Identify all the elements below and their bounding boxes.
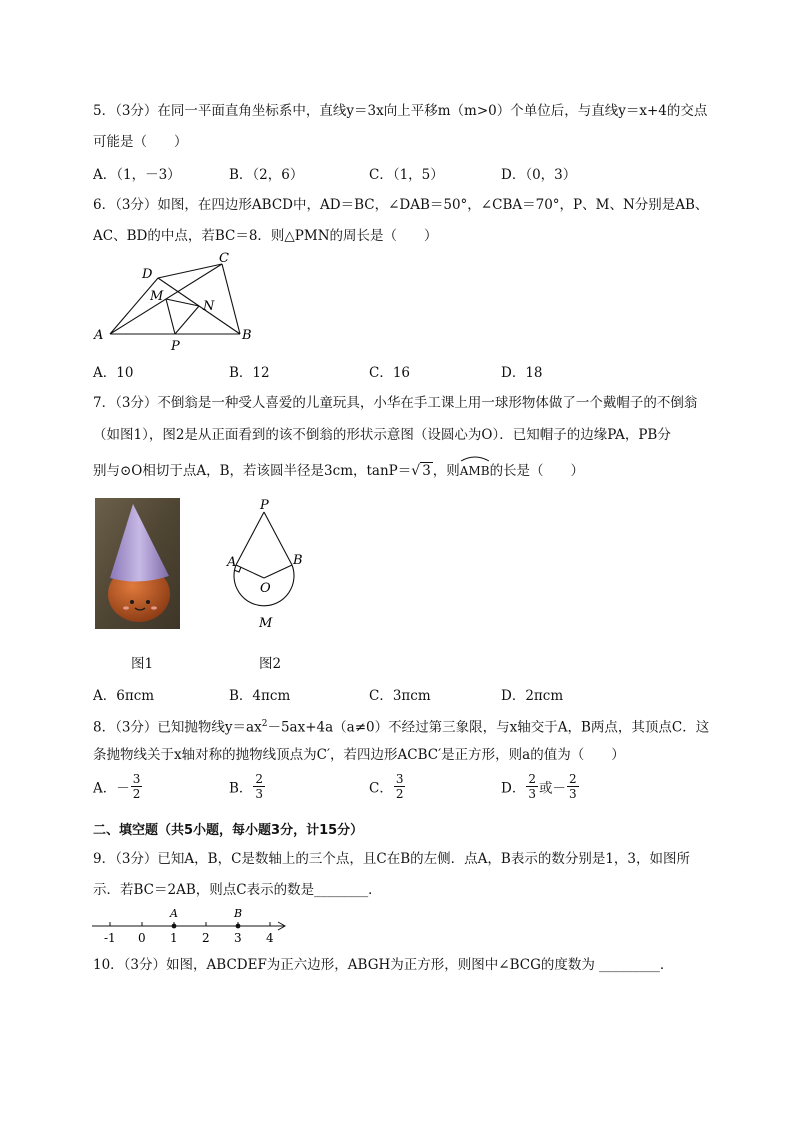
q6-option-d: D．18 [501,365,543,381]
q9-line-1: 9．（3分）已知A，B，C是数轴上的三个点，且C在B的左侧．点A，B表示的数分别是1，3，如图所 [93,851,691,867]
section-2-heading: 二、填空题（共5小题，每小题3分，计15分） [93,823,364,838]
q7-line-2: （如图1），图2是从正面看到的该不倒翁的形状示意图（设圆心为O）．已知帽子的边缘PA，PB分 [93,427,671,443]
q5-line-2: 可能是（ ） [93,134,188,150]
q8-option-d-or: 或 [538,780,553,797]
fraction-denominator: 2 [132,787,141,801]
point-b-dot [236,924,241,929]
q6-option-c: C．16 [369,365,411,381]
q7-line-1: 7．（3分）不倒翁是一种受人喜爱的儿童玩具，小华在手工课上用一球形物体做了一个戴帽子的不倒翁 [93,395,698,411]
q8-option-b [229,772,266,801]
q8-option-d-label: D． [501,780,526,797]
q8-option-b-label: B． [229,780,253,797]
q7-option-a: A．6πcm [93,688,155,704]
q8-option-d [501,772,580,801]
q8-option-a-label: A． [93,780,117,797]
q8-line-2: 条抛物线关于x轴对称的抛物线顶点为C′，若四边形ACBC′是正方形，则a的值为（ ） [93,747,625,763]
q8-option-d-fraction-2 [567,772,579,801]
q6-label-n: N [203,299,215,314]
arc-label: AMB [459,464,490,478]
q7-option-c: C．3πcm [369,688,431,704]
tick-label: 3 [234,931,242,945]
q8-option-c [369,772,406,801]
q8-option-b-fraction [253,772,265,801]
schematic-label-b: B [293,553,303,568]
schematic-label-o: O [260,581,271,596]
tumbler-toy-image [95,498,180,629]
q5-line-1: 5．（3分）在同一平面直角坐标系中，直线y＝3x向上平移m（m>0）个单位后，与直线y＝x+4的交点 [93,103,708,119]
number-line-label-a: A [170,907,178,920]
q5-option-a: A．（1，－3） [93,167,181,183]
q7-line-3-part-c: 的长是（ ） [489,463,585,479]
fraction-denominator: 3 [568,787,577,801]
fraction-numerator: 2 [255,772,264,786]
q5-option-b: B．（2，6） [229,167,304,183]
tick-label: 4 [266,931,274,945]
q8-line-1 [93,714,709,738]
fraction-denominator: 2 [395,787,404,801]
q7-line-3-part-a: 别与⊙O相切于点A，B，若该圆半径是3cm，tanP＝ [93,463,412,479]
q8-option-d-fraction-1 [526,772,538,801]
q6-label-d: D [142,267,153,282]
q6-quadrilateral-figure [90,250,270,355]
q6-label-m: M [150,289,164,304]
q6-label-b: B [242,328,252,343]
tumbler-schematic-figure [222,496,312,633]
q8-option-d-sign: － [552,780,566,797]
figure-1-caption: 图1 [131,656,154,672]
number-line-figure [90,904,290,946]
q6-label-p: P [171,339,180,354]
q7-option-d: D．2πcm [501,688,564,704]
sqrt-radicand: 3 [422,463,431,479]
fraction-denominator: 3 [255,787,264,801]
tick-label: 2 [202,931,210,945]
fraction-denominator: 3 [528,787,536,801]
q9-line-2: 示．若BC＝2AB，则点C表示的数是________． [93,882,382,898]
q8-option-c-label: C． [369,780,393,797]
tick-label: -1 [104,931,116,945]
q7-option-b: B．4πcm [229,688,291,704]
q8-line-1-part-b: －5ax+4a（a≠0）不经过第三象限，与x轴交于A，B两点，其顶点C．这 [267,719,710,736]
q6-line-2: AC、BD的中点，若BC＝8．则△PMN的周长是（ ） [93,228,438,244]
q6-label-c: C [219,251,229,266]
q7-line-3 [93,461,584,481]
point-a-dot [172,924,177,929]
arc-amb [460,461,490,481]
arc-symbol-icon [460,455,490,462]
q5-option-c: C．（1，5） [369,167,444,183]
tick-label: 1 [170,931,178,945]
q10-line-1: 10．（3分）如图，ABCDEF为正六边形，ABGH为正方形，则图中∠BCG的度数为 _________． [93,957,674,973]
tumbler-toy-photo [95,498,180,629]
q8-option-a-sign: － [116,780,130,797]
q6-label-a: A [94,328,104,343]
q8-line-1-part-a: 8．（3分）已知抛物线y＝ax [93,719,262,736]
schematic-label-a: A [227,555,237,570]
q6-option-b: B．12 [229,365,270,381]
schematic-label-p: P [260,498,269,513]
fraction-numerator: 3 [132,772,141,786]
fraction-numerator: 2 [528,772,536,786]
q8-option-c-fraction [394,772,406,801]
q7-line-3-part-b: ，则 [432,463,460,479]
q6-line-1: 6．（3分）如图，在四边形ABCD中，AD＝BC，∠DAB＝50°，∠CBA＝70°，P、M、N分别是AB、 [93,197,709,213]
fraction-numerator: 3 [395,772,404,786]
q5-option-d: D．（0，3） [501,167,577,183]
q8-exponent: 2 [261,719,268,729]
q6-option-a: A．10 [93,365,134,381]
q8-option-a [93,772,143,801]
figure-2-caption: 图2 [259,656,282,672]
schematic-label-m: M [259,616,273,631]
q8-option-a-fraction [131,772,143,801]
fraction-numerator: 2 [568,772,577,786]
sqrt-symbol: √ 3 [411,463,431,479]
tick-label: 0 [138,931,146,945]
number-line-label-b: B [234,907,243,920]
